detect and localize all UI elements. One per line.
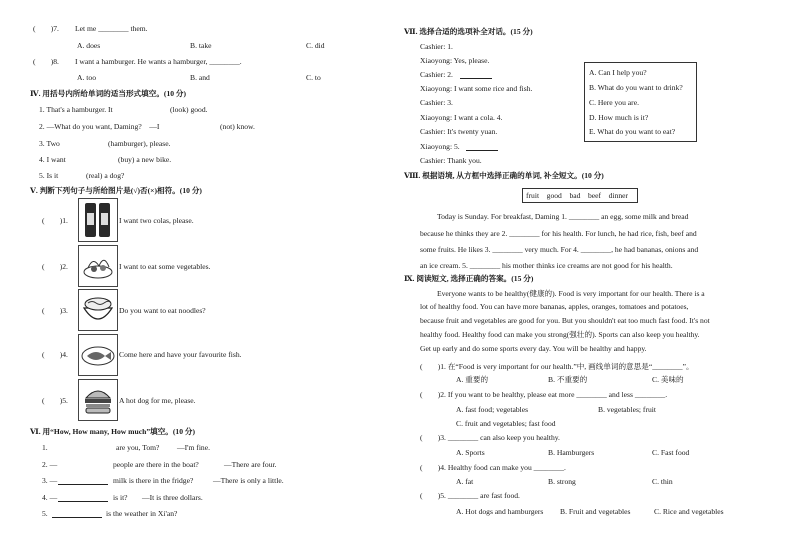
option-b: B. What do you want to drink? — [589, 83, 683, 92]
q7-stem: Let me ________ them. — [75, 24, 148, 33]
s5-item-1-num: ( )1. — [42, 216, 68, 225]
s5-item-3-text: Do you want to eat noodles? — [119, 306, 206, 315]
q8-paren: ( )8. — [33, 57, 59, 66]
q9-5: ( )5. ________ are fast food. — [420, 491, 520, 500]
dialogue-line-8: Xiaoyong: 5. — [420, 142, 460, 151]
s6-item-1-reply: —I'm fine. — [177, 443, 211, 452]
passage-line-1: Everyone wants to be healthy(健康的). Food is very important for our health. There is a — [437, 289, 705, 298]
q9-5-b: B. Fruit and vegetables — [560, 507, 631, 516]
q9-2-a: A. fast food; vegetables — [456, 405, 529, 414]
s6-item-4-num: 4. — — [42, 493, 58, 502]
passage-line-5: Get up early and do some sports every day. You will be healthy and happy. — [420, 344, 647, 353]
s5-item-4-text: Come here and have your favourite fish. — [119, 350, 242, 359]
s5-item-2-text: I want to eat some vegetables. — [119, 262, 211, 271]
q9-1-a: A. 重要的 — [456, 375, 489, 384]
q7-option-c: C. did — [306, 41, 325, 50]
dialogue-line-2: Xiaoyong: Yes, please. — [420, 56, 490, 65]
q9-4-b: B. strong — [548, 477, 576, 486]
option-c: C. Here you are. — [589, 98, 639, 107]
noodles-bowl-image — [78, 289, 118, 331]
s5-item-5-num: ( )5. — [42, 396, 68, 405]
q8-option-b: B. and — [190, 73, 210, 82]
option-d: D. How much is it? — [589, 113, 649, 122]
s6-item-5-text: is the weather in Xi'an? — [106, 509, 178, 518]
passage-line-3: because fruit and vegetables are good for you. But you shouldn't eat too much fast food. It's not — [420, 316, 710, 325]
s5-item-3-num: ( )3. — [42, 306, 68, 315]
cloze-line-1: Today is Sunday. For breakfast, Daming 1. ________ an egg, some milk and bread — [437, 212, 689, 221]
s6-item-3-reply: —There is only a little. — [213, 476, 284, 485]
q9-4-c: C. thin — [652, 477, 673, 486]
s5-item-5-text: A hot dog for me, please. — [119, 396, 196, 405]
s4-item-1-word: (look) good. — [170, 105, 208, 114]
fish-plate-image — [78, 334, 118, 376]
q9-2-b: B. vegetables; fruit — [598, 405, 656, 414]
section-4-title: Ⅳ. 用括号内所给单词的适当形式填空。(10 分) — [30, 89, 187, 98]
q7-paren: ( )7. — [33, 24, 59, 33]
q9-5-c: C. Rice and vegetables — [654, 507, 724, 516]
s4-item-2: 2. —What do you want, Daming? —I — [39, 122, 160, 131]
dialogue-blank-2[interactable] — [460, 71, 492, 79]
q9-1-b: B. 不重要的 — [548, 375, 588, 384]
passage-line-2: lot of healthy food. You can have more bananas, apples, oranges, tomatoes and potatoes, — [420, 302, 689, 311]
dialogue-blank-5[interactable] — [466, 143, 498, 151]
q9-3-a: A. Sports — [456, 448, 485, 457]
q8-option-c: C. to — [306, 73, 321, 82]
s6-item-4-blank[interactable] — [58, 494, 108, 502]
q9-3-b: B. Hamburgers — [548, 448, 595, 457]
q9-1: ( )1. 在“Food is very important for our health.”中, 画线单词的意思是“________”。 — [420, 362, 694, 371]
s6-item-3-num: 3. — — [42, 476, 58, 485]
dialogue-line-4: Xiaoyong: I want some rice and fish. — [420, 84, 533, 93]
s4-item-2-word: (not) know. — [220, 122, 255, 131]
s6-item-3-blank[interactable] — [58, 477, 108, 485]
q8-stem: I want a hamburger. He wants a hamburger, ________. — [75, 57, 242, 66]
dialogue-line-6: Xiaoyong: I want a cola. 4. — [420, 113, 503, 122]
s5-item-2-num: ( )2. — [42, 262, 68, 271]
s6-item-2-text: people are there in the boat? — [113, 460, 199, 469]
dialogue-line-1: Cashier: 1. — [420, 42, 453, 51]
cola-cans-image — [78, 198, 118, 242]
q9-4-a: A. fat — [456, 477, 474, 486]
s6-item-3-text: milk is there in the fridge? — [113, 476, 194, 485]
section-6-title: Ⅵ. 用“How, How many, How much”填空。(10 分) — [30, 427, 196, 436]
s4-item-5-word: (real) a dog? — [86, 171, 125, 180]
q9-2: ( )2. If you want to be healthy, please eat more ________ and less ________. — [420, 390, 668, 399]
q9-4: ( )4. Healthy food can make you ________. — [420, 463, 566, 472]
s5-item-4-num: ( )4. — [42, 350, 68, 359]
word-bank: fruit good bad beef dinner — [526, 191, 629, 200]
cloze-line-2: because he thinks they are 2. ________ for his health. For lunch, he had rice, fish, beef and — [420, 229, 697, 238]
s6-item-1-text: are you, Tom? — [116, 443, 160, 452]
s4-item-1: 1. That's a hamburger. It — [39, 105, 113, 114]
cloze-line-4: an ice cream. 5. ________ his mother thinks ice creams are not good for his health. — [420, 261, 673, 270]
section-5-title: Ⅴ. 判断下列句子与所给图片是(√)否(×)相符。(10 分) — [30, 186, 202, 195]
s6-item-2-num: 2. — — [42, 460, 58, 469]
q9-2-c: C. fruit and vegetables; fast food — [456, 419, 556, 428]
s6-item-4-reply: —It is three dollars. — [142, 493, 203, 502]
s4-item-3-word: (hamburger), please. — [108, 139, 171, 148]
q9-3: ( )3. ________ can also keep you healthy. — [420, 433, 560, 442]
q9-5-a: A. Hot dogs and hamburgers — [456, 507, 544, 516]
dialogue-line-3: Cashier: 2. — [420, 70, 453, 79]
q7-option-b: B. take — [190, 41, 212, 50]
s4-item-5: 5. Is it — [39, 171, 59, 180]
q9-1-c: C. 美味的 — [652, 375, 684, 384]
s6-item-2-reply: —There are four. — [224, 460, 277, 469]
hamburger-image — [78, 379, 118, 421]
s6-item-5-blank[interactable] — [52, 510, 102, 518]
s6-item-4-text: is it? — [113, 493, 128, 502]
vegetables-image — [78, 245, 118, 287]
section-7-title: Ⅶ. 选择合适的选项补全对话。(15 分) — [404, 27, 533, 36]
s4-item-4: 4. I want — [39, 155, 66, 164]
dialogue-line-9: Cashier: Thank you. — [420, 156, 482, 165]
option-a: A. Can I help you? — [589, 68, 647, 77]
s4-item-3: 3. Two — [39, 139, 60, 148]
q8-option-a: A. too — [77, 73, 96, 82]
section-8-title: Ⅷ. 根据语境, 从方框中选择正确的单词, 补全短文。(10 分) — [404, 171, 604, 180]
passage-line-4: healthy food. Healthy food can make you strong(强壮的). Sports can also keep you healthy. — [420, 330, 700, 339]
dialogue-line-5: Cashier: 3. — [420, 98, 453, 107]
q9-3-c: C. Fast food — [652, 448, 690, 457]
s6-item-5-num: 5. — [42, 509, 48, 518]
option-e: E. What do you want to eat? — [589, 127, 676, 136]
section-9-title: Ⅸ. 阅读短文, 选择正确的答案。(15 分) — [404, 274, 534, 283]
cloze-line-3: some fruits. He likes 3. ________ very much. For 4. ________, he had bananas, onions and — [420, 245, 699, 254]
s4-item-4-word: (buy) a new bike. — [118, 155, 172, 164]
s6-item-1-num: 1. — [42, 443, 48, 452]
q7-option-a: A. does — [77, 41, 101, 50]
dialogue-line-7: Cashier: It's twenty yuan. — [420, 127, 498, 136]
s5-item-1-text: I want two colas, please. — [119, 216, 194, 225]
